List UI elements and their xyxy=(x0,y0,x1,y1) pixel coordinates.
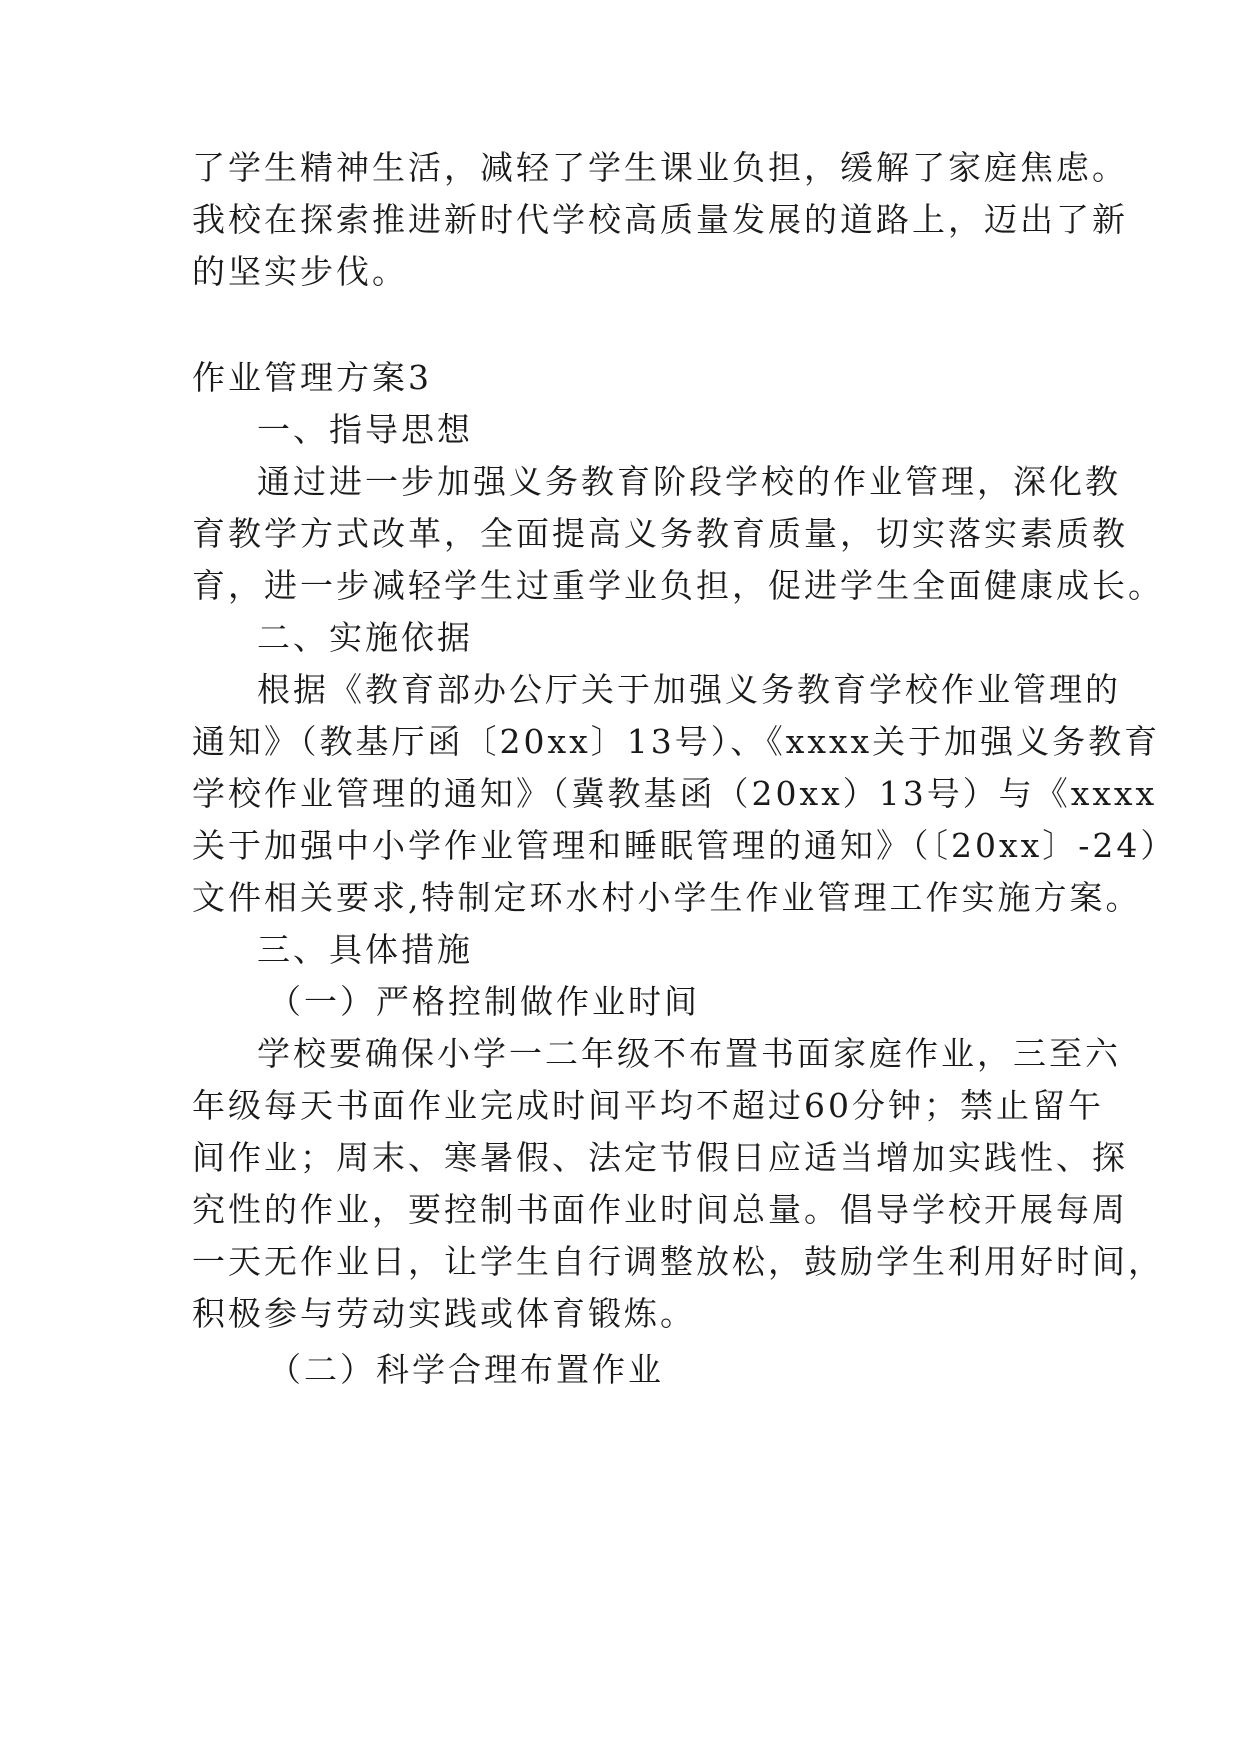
para-3-line-2: 年级每天书面作业完成时间平均不超过60分钟；禁止留午 xyxy=(192,1086,1104,1125)
para-2-line-3: 学校作业管理的通知》（冀教基函（20xx）13号）与《xxxx xyxy=(192,774,1158,813)
para-2-line-1: 根据《教育部办公厅关于加强义务教育学校作业管理的 xyxy=(257,670,1121,709)
para-3-line-6: 积极参与劳动实践或体育锻炼。 xyxy=(192,1294,696,1333)
para-2-line-2: 通知》（教基厅函〔20xx〕13号）、《xxxx关于加强义务教育 xyxy=(192,722,1161,761)
para-1-line-1: 通过进一步加强义务教育阶段学校的作业管理，深化教 xyxy=(257,462,1121,501)
para-3-line-5: 一天无作业日，让学生自行调整放松，鼓励学生利用好时间， xyxy=(192,1242,1164,1281)
section-title: 作业管理方案3 xyxy=(192,358,432,397)
para-3-line-1: 学校要确保小学一二年级不布置书面家庭作业，三至六 xyxy=(257,1034,1121,1073)
para-3-line-3: 间作业；周末、寒暑假、法定节假日应适当增加实践性、探 xyxy=(192,1138,1128,1177)
heading-implementation-basis: 二、实施依据 xyxy=(257,618,473,657)
intro-line-2: 我校在探索推进新时代学校高质量发展的道路上，迈出了新 xyxy=(192,200,1128,239)
para-3-line-4: 究性的作业，要控制书面作业时间总量。倡导学校开展每周 xyxy=(192,1190,1128,1229)
heading-specific-measures: 三、具体措施 xyxy=(257,930,473,969)
para-2-line-5: 文件相关要求,特制定环水村小学生作业管理工作实施方案。 xyxy=(192,878,1142,917)
heading-guiding-ideology: 一、指导思想 xyxy=(257,410,473,449)
para-2-line-4: 关于加强中小学作业管理和睡眠管理的通知》（〔20xx〕-24） xyxy=(192,826,1177,865)
para-1-line-3: 育，进一步减轻学生过重学业负担，促进学生全面健康成长。 xyxy=(192,566,1164,605)
subheading-reasonable-homework: （二）科学合理布置作业 xyxy=(268,1350,664,1389)
intro-line-3: 的坚实步伐。 xyxy=(192,252,408,291)
para-1-line-2: 育教学方式改革，全面提高义务教育质量，切实落实素质教 xyxy=(192,514,1128,553)
subheading-control-time: （一）严格控制做作业时间 xyxy=(268,982,700,1021)
intro-line-1: 了学生精神生活，减轻了学生课业负担，缓解了家庭焦虑。 xyxy=(192,148,1128,187)
